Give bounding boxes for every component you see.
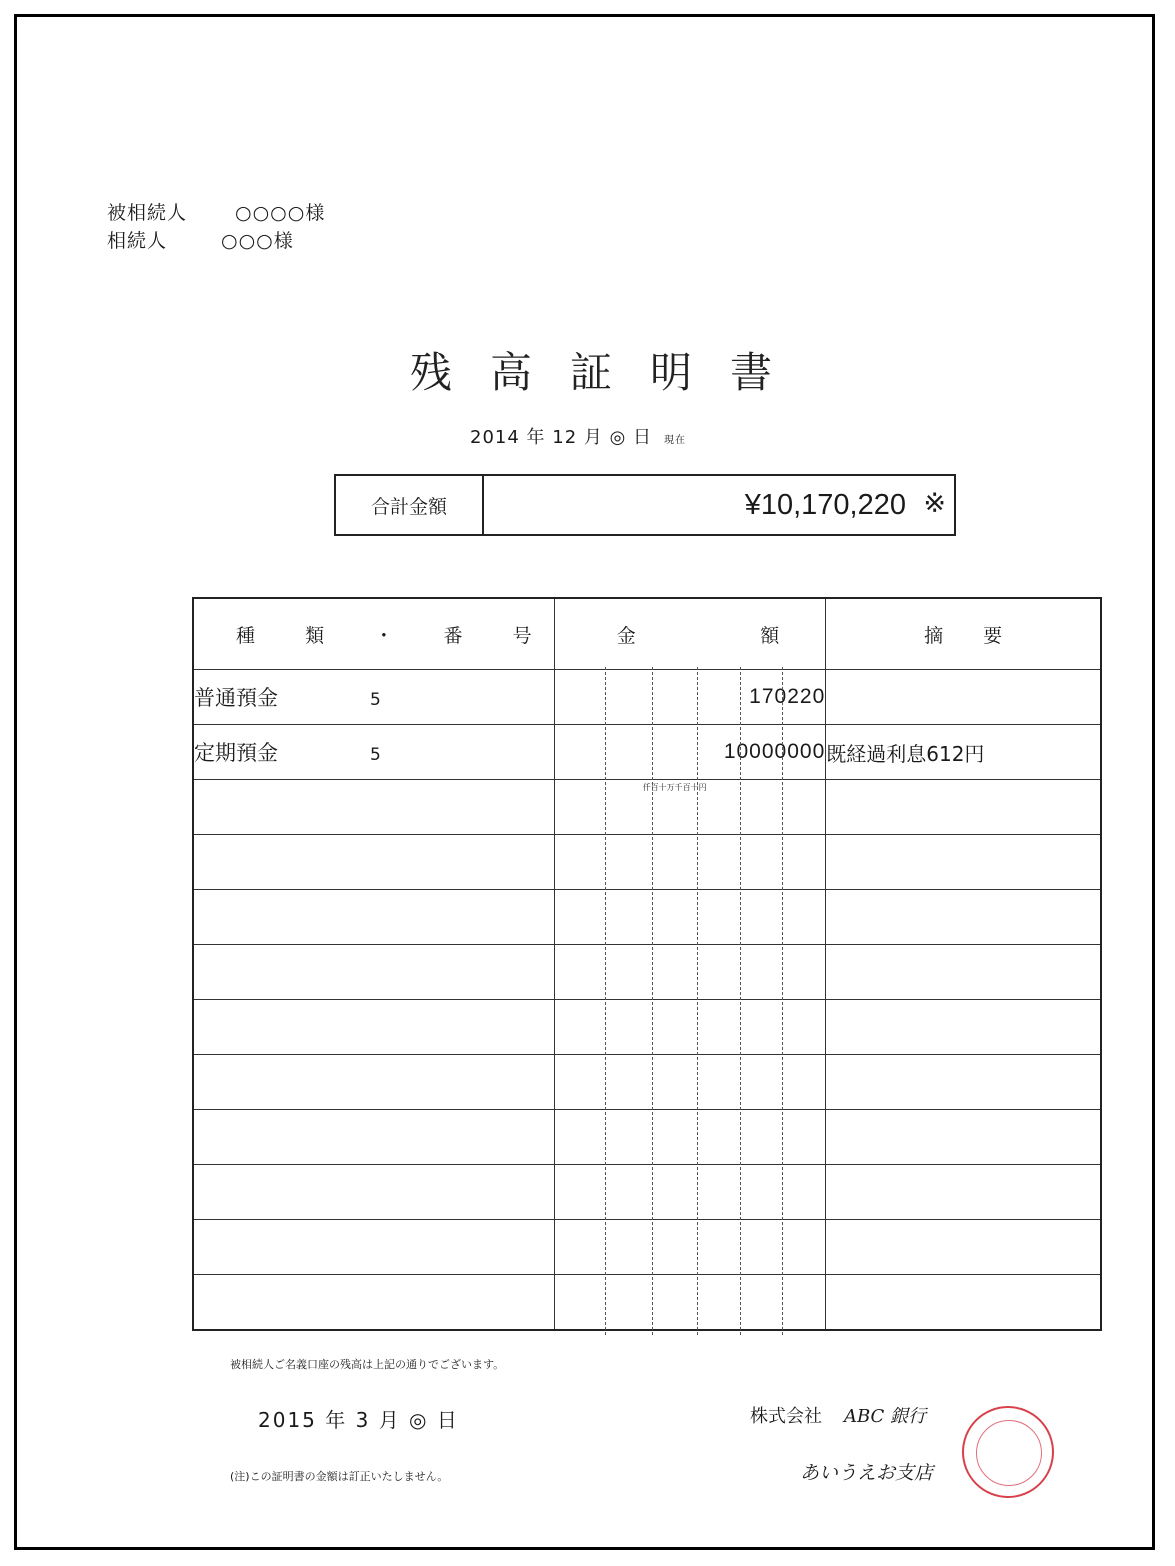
header-amount-char: 金: [616, 624, 636, 647]
row-memo: [826, 670, 1101, 725]
table-row: [193, 725, 1101, 780]
table-row: [193, 1275, 1101, 1331]
header-memo-char: 摘: [924, 624, 944, 647]
bank-name: ABC 銀行: [844, 1406, 927, 1427]
table-row: [193, 780, 1101, 835]
issue-date: 2015 年 3 月 ◎ 日: [258, 1408, 459, 1432]
header-kind-char: ・: [374, 624, 394, 647]
digit-guide-line: [782, 667, 783, 1335]
header-amount: [554, 598, 826, 670]
bank-seal-stamp: [962, 1406, 1054, 1498]
balance-table: [192, 597, 1102, 1331]
bank-name-line: [750, 1402, 926, 1428]
decedent-label: 被相続人: [107, 202, 188, 224]
digit-guide-line: [605, 667, 606, 1335]
row-kind: [193, 725, 554, 780]
total-note-mark: ※: [923, 488, 946, 519]
header-memo-char: 要: [983, 624, 1003, 647]
decedent-line: [107, 198, 325, 225]
table-row: [193, 945, 1101, 1000]
row-account-no: 5: [370, 690, 381, 710]
table-row: [193, 835, 1101, 890]
as-of-date: [470, 423, 686, 449]
row-kind-text: 定期預金: [194, 741, 278, 765]
as-of-suffix: 現在: [664, 435, 687, 446]
branch-name: あいうえお支店: [800, 1462, 934, 1484]
header-kind-char: 類: [305, 624, 325, 647]
table-row: [193, 1110, 1101, 1165]
decedent-name: ○○○○様: [235, 202, 326, 224]
digit-guide-line: [697, 667, 698, 1335]
header-kind-char: 種: [236, 624, 256, 647]
row-amount: 10000000: [554, 725, 826, 780]
row-account-no: 5: [370, 745, 381, 765]
table-row: [193, 1000, 1101, 1055]
header-kind-char: 番: [443, 624, 463, 647]
row-memo: 既経過利息612円: [826, 725, 1101, 780]
row-kind-text: 普通預金: [194, 686, 278, 710]
digit-guide-line: [740, 667, 741, 1335]
header-amount-char: 額: [760, 624, 780, 647]
table-row: [193, 1165, 1101, 1220]
total-value: ¥10,170,220: [744, 488, 906, 521]
table-row: [193, 1055, 1101, 1110]
statement-note: 被相続人ご名義口座の残高は上記の通りでございます。: [230, 1358, 505, 1371]
heir-label: 相続人: [107, 230, 168, 252]
header-kind: [193, 598, 554, 670]
digit-guide-line: [652, 667, 653, 1335]
heir-name: ○○○様: [221, 230, 294, 252]
seal-inner-ring: [976, 1420, 1042, 1486]
header-kind-char: 号: [512, 624, 532, 647]
row-amount: 170220: [554, 670, 826, 725]
table-row: [193, 890, 1101, 945]
document-title: 残高証明書: [409, 348, 810, 397]
as-of-date-text: 2014 年 12 月 ◎ 日: [470, 427, 653, 448]
table-header-row: [193, 598, 1101, 670]
bank-prefix: 株式会社: [750, 1406, 822, 1427]
row-kind: [193, 670, 554, 725]
table-row: [193, 670, 1101, 725]
denomination-note: 仟百十万千百十円: [642, 783, 707, 792]
header-memo: [826, 598, 1101, 670]
total-label: 合計金額: [336, 476, 484, 534]
heir-line: [107, 226, 294, 253]
total-amount-box: [334, 474, 956, 536]
table-row: [193, 1220, 1101, 1275]
correction-note: (注)この証明書の金額は訂正いたしません。: [230, 1470, 449, 1483]
